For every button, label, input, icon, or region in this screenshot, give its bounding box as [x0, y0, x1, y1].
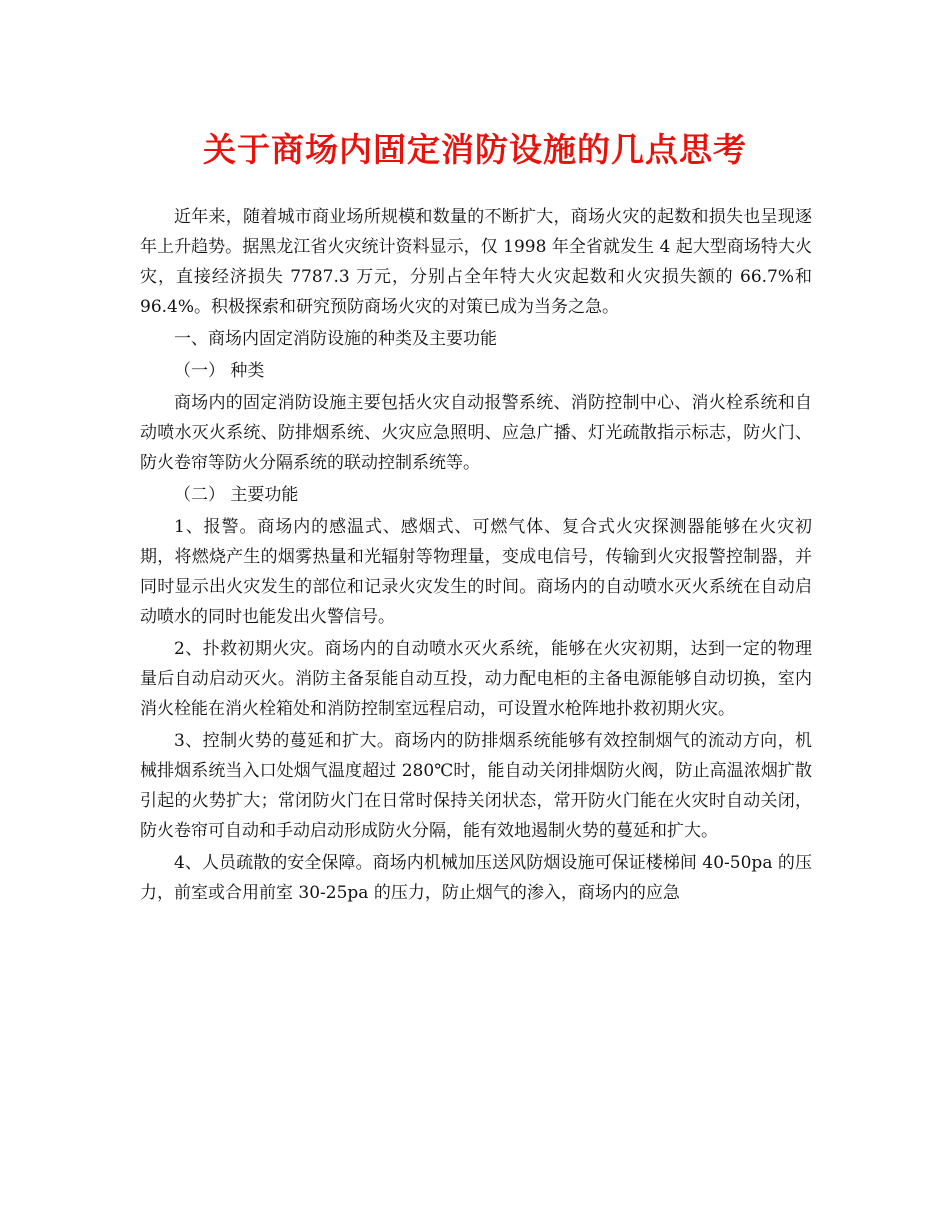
section-heading-1: 一、商场内固定消防设施的种类及主要功能	[174, 329, 497, 349]
paragraph-function-alarm: 1、报警。商场内的感温式、感烟式、可燃气体、复合式火灾探测器能够在火灾初期，将燃烧产生的烟雾热量和光辐射等物理量，变成电信号，传输到火灾报警控制器，并同时显示出火灾发生的部位和记录火灾发生的时间。商场内的自动喷水灭火系统在自动启动喷水的同时也能发出火警信号。	[140, 517, 812, 627]
paragraph-types: 商场内的固定消防设施主要包括火灾自动报警系统、消防控制中心、消火栓系统和自动喷水灭火系统、防排烟系统、火灾应急照明、应急广播、灯光疏散指示标志，防火门、防火卷帘等防火分隔系统的联动控制系统等。	[140, 393, 812, 473]
paragraph-function-control-spread: 3、控制火势的蔓延和扩大。商场内的防排烟系统能够有效控制烟气的流动方向，机械排烟系统当入口处烟气温度超过 280℃时，能自动关闭排烟防火阀，防止高温浓烟扩散引起的火势扩大；常闭防火门在日常时保持关闭状态，常开防火门能在火灾时自动关闭，防火卷帘可自动和手动启动形成防火分隔，能有效地遏制火势的蔓延和扩大。	[140, 731, 812, 841]
document-body	[140, 202, 812, 910]
document-title: 关于商场内固定消防设施的几点思考	[203, 130, 747, 169]
paragraph-intro: 近年来，随着城市商业场所规模和数量的不断扩大，商场火灾的起数和损失也呈现逐年上升趋势。据黑龙江省火灾统计资料显示，仅 1998 年全省就发生 4 起大型商场特大火灾，直接经济损失 7787.3 万元，分别占全年特大火灾起数和火灾损失额的 66.7%和 96.4%。积极探索和研究预防商场火灾的对策已成为当务之急。	[140, 207, 812, 317]
subsection-heading-functions: （二） 主要功能	[174, 485, 299, 505]
subsection-heading-types: （一） 种类	[174, 361, 265, 381]
paragraph-function-extinguish: 2、扑救初期火灾。商场内的自动喷水灭火系统，能够在火灾初期，达到一定的物理量后自动启动灭火。消防主备泵能自动互投，动力配电柜的主备电源能够自动切换，室内消火栓能在消火栓箱处和消防控制室远程启动，可设置水枪阵地扑救初期火灾。	[140, 639, 812, 719]
paragraph-function-evacuation: 4、人员疏散的安全保障。商场内机械加压送风防烟设施可保证楼梯间 40-50pa 的压力，前室或合用前室 30-25pa 的压力，防止烟气的渗入，商场内的应急	[140, 853, 812, 903]
